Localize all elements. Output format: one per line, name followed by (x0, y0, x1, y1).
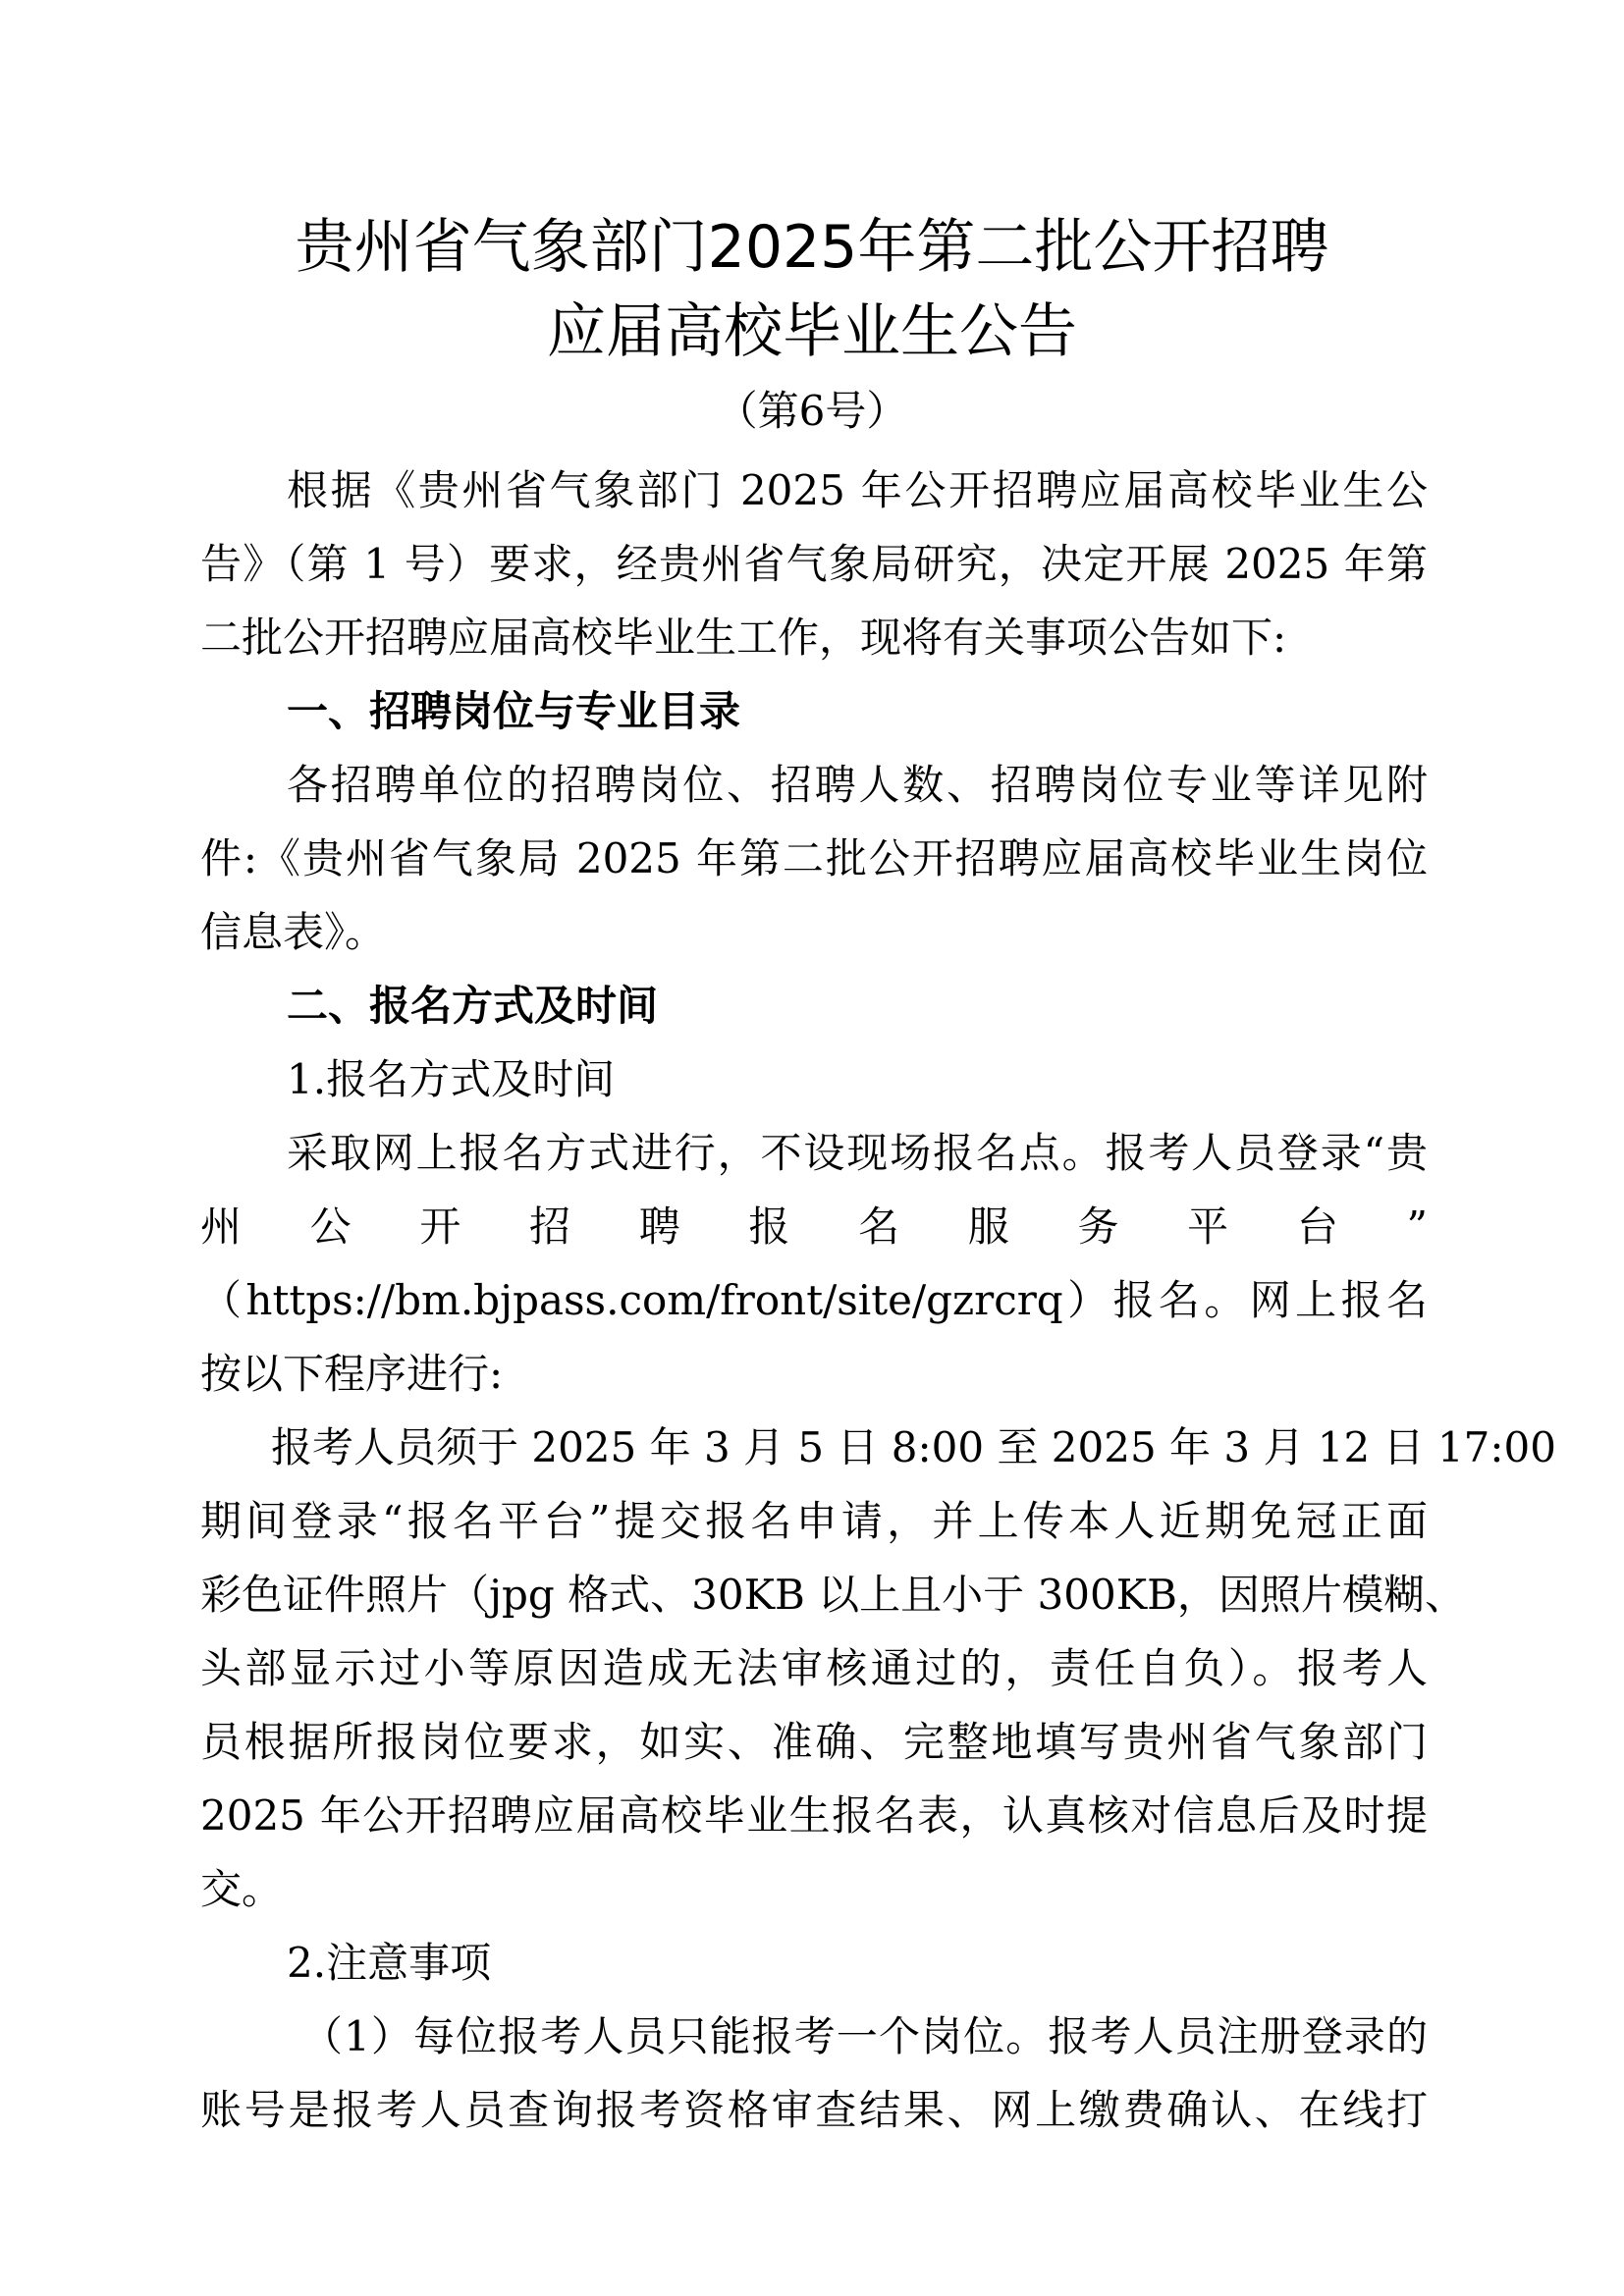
section-1-line-1: 各招聘单位的招聘岗位、招聘人数、招聘岗位专业等详见附 (287, 761, 1428, 809)
document-number: （第6号） (716, 387, 908, 435)
sub1-line-3: （https://bm.bjpass.com/front/site/gzrcrq）报名。网上报名 (200, 1276, 1428, 1324)
section-1-line-2: 件:《贵州省气象局 2025 年第二批公开招聘应届高校毕业生岗位 (200, 834, 1428, 882)
sub2-line-1: （1）每位报考人员只能报考一个岗位。报考人员注册登录的 (301, 2012, 1428, 2060)
sub1-para2-line-5: 员根据所报岗位要求，如实、准确、完整地填写贵州省气象部门 (200, 1718, 1428, 1766)
sub1-line-1: 采取网上报名方式进行，不设现场报名点。报考人员登录“贵 (287, 1129, 1428, 1177)
document-title-line-1: 贵州省气象部门2025年第二批公开招聘 (295, 213, 1329, 282)
sub2-line-2: 账号是报考人员查询报考资格审查结果、网上缴费确认、在线打 (200, 2086, 1428, 2134)
intro-line-2: 告》（第 1 号）要求，经贵州省气象局研究，决定开展 2025 年第 (200, 540, 1428, 588)
section-1-heading: 一、招聘岗位与专业目录 (287, 687, 741, 735)
sub1-para2-line-4: 头部显示过小等原因造成无法审核通过的，责任自负）。报考人 (200, 1644, 1428, 1692)
subsection-1-heading: 1.报名方式及时间 (287, 1055, 616, 1103)
sub1-para2-line-2: 期间登录“报名平台”提交报名申请，并上传本人近期免冠正面 (200, 1497, 1428, 1545)
sub1-para2-line-3: 彩色证件照片（jpg 格式、30KB 以上且小于 300KB，因照片模糊、 (200, 1571, 1466, 1619)
sub1-para2-line-7: 交。 (200, 1865, 284, 1913)
section-2-heading: 二、报名方式及时间 (287, 982, 659, 1030)
intro-line-1: 根据《贵州省气象部门 2025 年公开招聘应届高校毕业生公 (287, 466, 1428, 514)
sub1-line-2: 州 公 开 招 聘 报 名 服 务 平 台 ” (200, 1202, 1428, 1251)
document-title-line-2: 应届高校毕业生公告 (547, 297, 1077, 366)
subsection-2-heading: 2.注意事项 (287, 1939, 492, 1987)
sub1-para2-line-6: 2025 年公开招聘应届高校毕业生报名表，认真核对信息后及时提 (200, 1791, 1428, 1840)
intro-line-3: 二批公开招聘应届高校毕业生工作，现将有关事项公告如下: (200, 614, 1287, 662)
section-1-line-3: 信息表》。 (200, 908, 387, 956)
sub1-line-4: 按以下程序进行: (200, 1350, 504, 1398)
sub1-para2-line-1: 报考人员须于 2025 年 3 月 5 日 8:00 至 2025 年 3 月 12 日 17:00 (271, 1423, 1556, 1471)
